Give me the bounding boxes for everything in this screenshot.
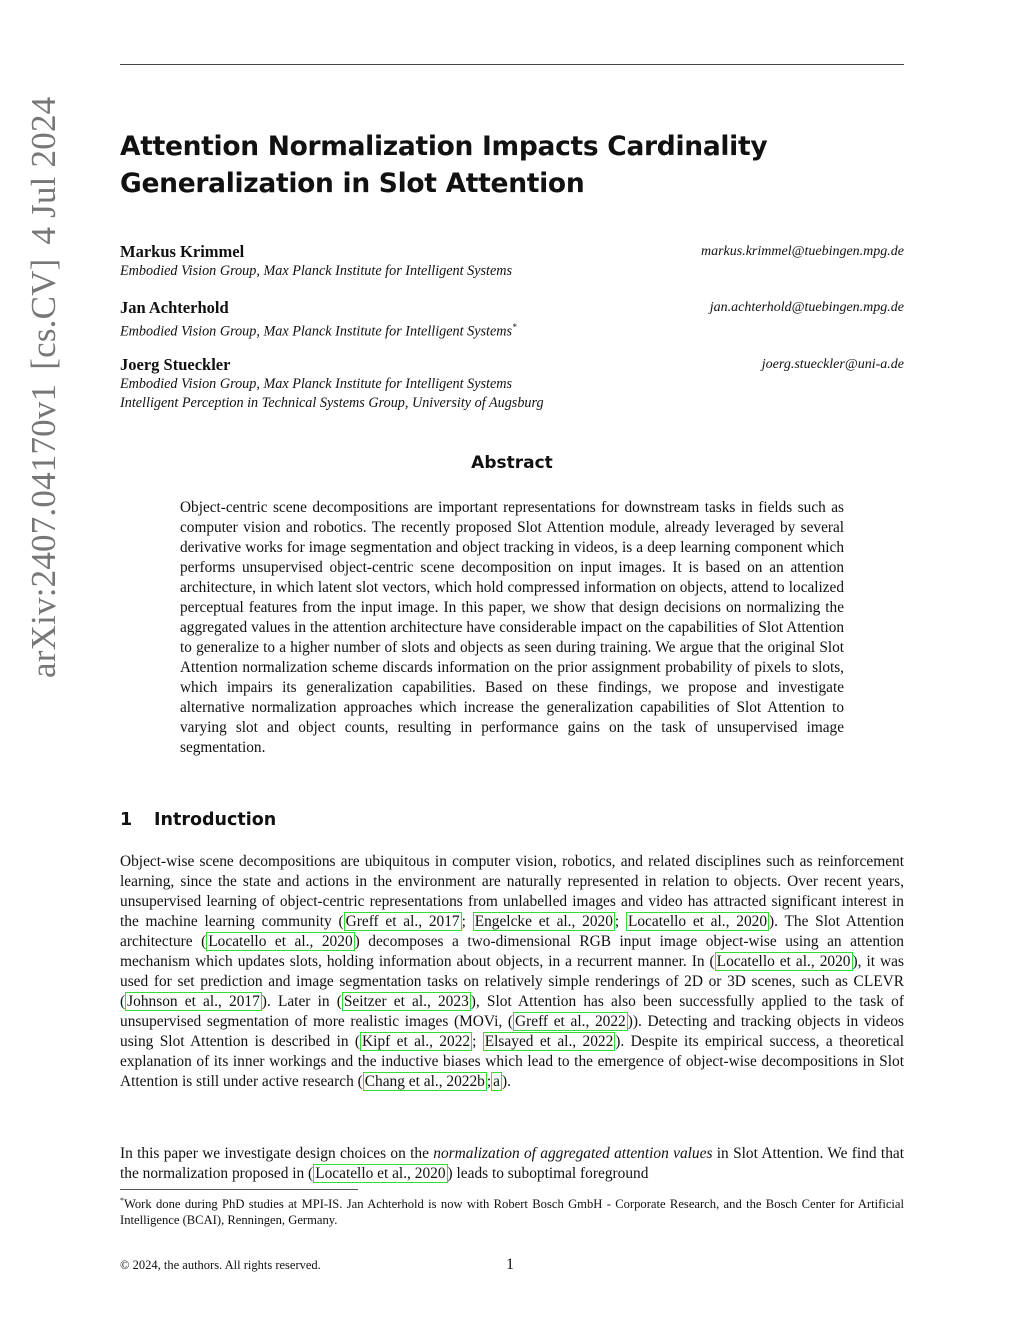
author-name: Markus Krimmel xyxy=(120,242,245,261)
author-block-1 xyxy=(120,242,904,281)
author-block-3 xyxy=(120,355,904,413)
citation-link[interactable]: Greff et al., 2017 xyxy=(345,913,460,930)
author-affiliation: Intelligent Perception in Technical Systems Group, University of Augsburg xyxy=(120,395,544,411)
citation-link[interactable]: a xyxy=(493,1073,500,1090)
citation-link[interactable]: Greff et al., 2022 xyxy=(515,1013,626,1030)
section-title: Introduction xyxy=(154,810,277,830)
footnote-rule xyxy=(120,1189,358,1190)
top-rule xyxy=(120,64,904,65)
author-email[interactable]: markus.krimmel@tuebingen.mpg.de xyxy=(700,244,904,259)
citation-link[interactable]: Seitzer et al., 2023 xyxy=(343,993,469,1010)
section-heading xyxy=(120,810,276,830)
page-number: 1 xyxy=(506,1256,514,1273)
citation-link[interactable]: Elsayed et al., 2022 xyxy=(484,1033,614,1050)
intro-paragraph-1: Object-wise scene decompositions are ubiquitous in computer vision, robotics, and related disciplines such as reinforcement learning, since the state and actions in the environment are naturally represented in relation to objects. Over recent years, unsupervised learning of object-centric representations from unlabelled images and video has attracted significant interest in the machine learning community ( Greff et al., 2017 ; Engelcke et al., 2020 ; Locatello et al., 2020 ). The Slot Attention architecture ( Locatello et al., 2020 ) decomposes a two-dimensional RGB input image object-wise using an attention mechanism which updates slots, holding information about objects, in a recurrent manner. In ( Locatello et al., 2020 ), it was used for set prediction and image segmentation tasks on relatively simple renderings of 2D or 3D scenes, such as CLEVR ( Johnson et al., 2017 ). Later in ( Seitzer et al., 2023 ), Slot Attention has also been successfully applied to the task of unsupervised segmentation of more realistic images (MOVi, ( Greff et al., 2022 )). Detecting and tracking objects in videos using Slot Attention is described in ( Kipf et al., 2022 ; Elsayed et al., 2022 ). Despite its empirical success, a theoretical explanation of its inner workings and the inductive biases which lead to the emergence of object-wise decompositions in Slot Attention is still under active research ( Chang et al., 2022b ; a ). xyxy=(120,853,905,1090)
arxiv-identifier[interactable] xyxy=(16,78,72,678)
arxiv-id: arXiv:2407.04170v1 xyxy=(24,383,63,678)
citation-link[interactable]: Engelcke et al., 2020 xyxy=(474,913,613,930)
copyright-notice: © 2024, the authors. All rights reserved. xyxy=(120,1258,321,1272)
author-block-2 xyxy=(120,298,904,342)
section-number: 1 xyxy=(120,810,133,830)
footnote-text: Work done during PhD studies at MPI-IS. Jan Achterhold is now with Robert Bosch GmbH - Corporate Research, and the Bosch Center for Artificial Intelligence (BCAI), Renningen, Germany. xyxy=(120,1197,904,1228)
emphasis-text: normalization of aggregated attention values xyxy=(433,1145,713,1162)
citation-link[interactable]: Locatello et al., 2020 xyxy=(627,913,768,930)
citation-link[interactable]: Kipf et al., 2022 xyxy=(362,1033,471,1050)
footnote xyxy=(120,1193,904,1228)
paper-title: Attention Normalization Impacts Cardinality Generalization in Slot Attention xyxy=(120,131,768,199)
author-affiliation: Embodied Vision Group, Max Planck Institute for Intelligent Systems xyxy=(120,263,513,279)
author-name: Jan Achterhold xyxy=(120,298,229,317)
citation-link[interactable]: Locatello et al., 2020 xyxy=(315,1165,446,1182)
footnote-marker: * xyxy=(120,1196,124,1205)
author-affiliation: Embodied Vision Group, Max Planck Institute for Intelligent Systems xyxy=(120,376,513,392)
author-email[interactable]: joerg.stueckler@uni-a.de xyxy=(761,357,904,372)
citation-link[interactable]: Locatello et al., 2020 xyxy=(716,953,851,970)
author-affiliation: Embodied Vision Group, Max Planck Institute for Intelligent Systems* xyxy=(120,322,517,340)
footnote-marker[interactable]: * xyxy=(512,322,517,332)
abstract-text: Object-centric scene decompositions are important representations for downstream tasks in fields such as computer vision and robotics. The recently proposed Slot Attention module, already leveraged by several derivative works for image segmentation and object tracking in videos, is a deep learning component which performs unsupervised object-centric scene decomposition on input images. It is based on an attention architecture, in which latent slot vectors, which hold compressed information on objects, attend to localized perceptual features from the input image. In this paper, we show that design decisions on normalizing the aggregated values in the attention architecture have considerable impact on the capabilities of Slot Attention to generalize to a higher number of slots and objects as seen during training. We argue that the original Slot Attention normalization scheme discards information on the prior assignment probability of pixels to slots, which impairs its generalization capabilities. Based on these findings, we propose and investigate alternative normalization approaches which increase the generalization capabilities of Slot Attention to varying slot and object counts, resulting in performance gains on the task of unsupervised image segmentation. xyxy=(180,499,844,756)
author-email[interactable]: jan.achterhold@tuebingen.mpg.de xyxy=(709,300,904,315)
citation-link[interactable]: Johnson et al., 2017 xyxy=(127,993,260,1010)
citation-link[interactable]: Chang et al., 2022b xyxy=(364,1073,485,1090)
arxiv-category: [cs.CV] xyxy=(24,258,63,370)
intro-paragraph-2: In this paper we investigate design choices on the normalization of aggregated attention values in Slot Attention. We find that the normalization proposed in ( Locatello et al., 2020 ) leads to suboptimal foreground xyxy=(120,1145,904,1182)
author-name: Joerg Stueckler xyxy=(120,355,231,374)
citation-link[interactable]: Locatello et al., 2020 xyxy=(208,933,353,950)
arxiv-date: 4 Jul 2024 xyxy=(24,96,63,245)
abstract-heading: Abstract xyxy=(471,453,553,473)
